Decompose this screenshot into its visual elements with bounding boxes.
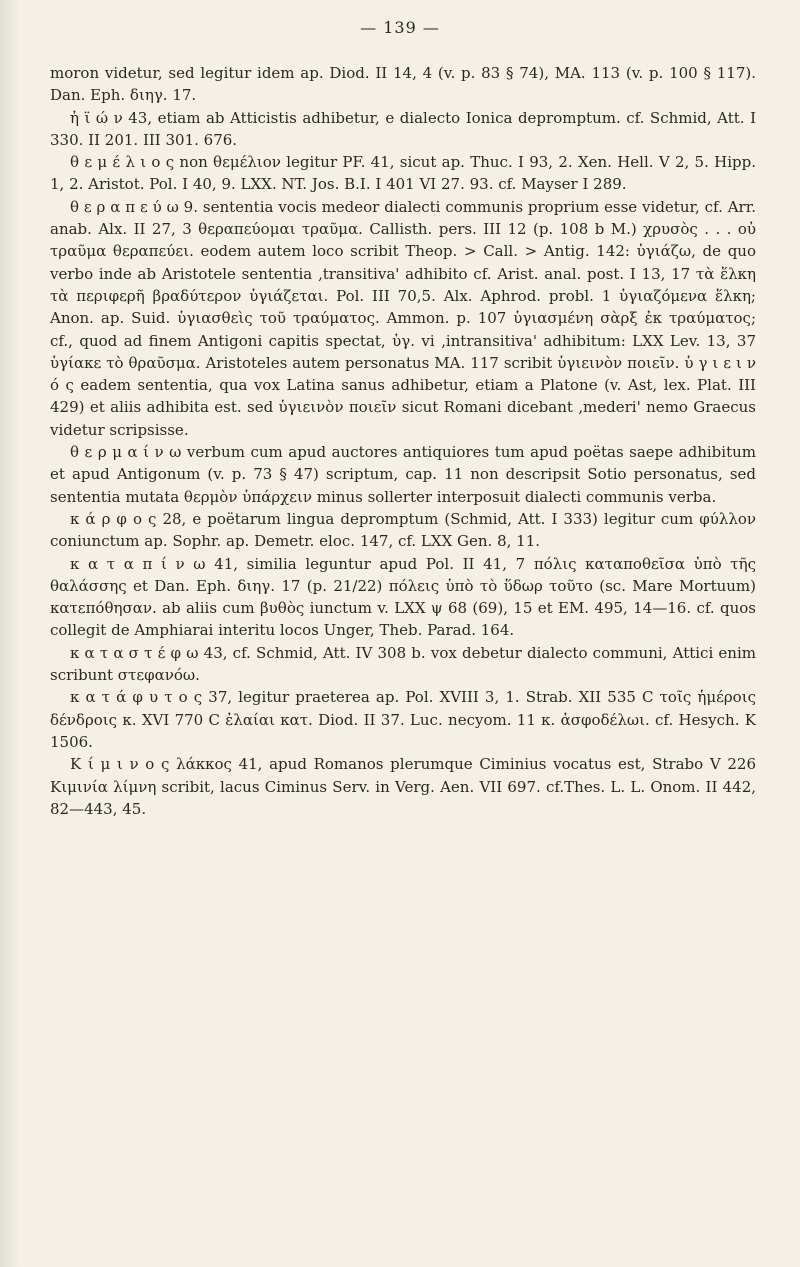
entry-themelios: θ ε μ έ λ ι ο ς non θεμέλιον legitur PF. 41, sicut ap. Thuc. I 93, 2. Xen. Hell. V 2, 5. Hipp. 1, 2. Aristot. Pol. I 40, 9. LXX. NT. Jos. B.I. I 401 VI 27. 93. cf. Mayser I 289. [50, 153, 756, 194]
entry-hion: ἡ ϊ ώ ν 43, etiam ab Atticistis adhibetur, e dialecto Ionica depromptum. cf. Schmid, Att. I 330. II 201. III 301. 676. [50, 108, 756, 149]
page-edge-shadow [0, 0, 20, 1267]
entry-kataphytos: κ α τ ά φ υ τ ο ς 37, legitur praeterea ap. Pol. XVIII 3, 1. Strab. XII 535 C τοῖς ἡμέροις δένδροις κ. XVI 770 C ἐλαίαι κατ. Diod. II 37. Luc. necyom. 11 κ. ἀσφοδέλωι. cf. Hesych. K 1506. [50, 688, 756, 751]
entry-kiminos: Κ ί μ ι ν ο ς λάκκος 41, apud Romanos plerumque Ciminius vocatus est, Strabo V 226 Κιμινία λίμνη scribit, lacus Ciminus Serv. in Verg. Aen. VII 697. cf.Thes. L. L. Onom. II 442, 82—443, 45. [50, 755, 756, 818]
entry-therapeuo: θ ε ρ α π ε ύ ω 9. sententia vocis medeor dialecti communis proprium esse videtur, cf. Arr. anab. Alx. II 27, 3 θεραπεύομαι τραῦμα. Callisth. pers. III 12 (p. 108 b M.) χρυσὸς . . . οὐ τραῦμα θεραπεύει. eodem autem loco scribit Theop. > Call. > Antig. 142: ὑγιάζω, de quo verbo inde ab Aristotele sententia ‚transitiva' adhibito cf. Arist. anal. post. I 13, 17 τὰ ἕλκη τὰ περιφερῆ βραδύτερον ὑγιάζεται. Pol. III 70,5. Alx. Aphrod. probl. 1 ὑγιαζόμενα ἕλκη; Anon. ap. Suid. ὑγιασθεὶς τοῦ τραύματος. Ammon. p. 107 ὑγιασμένη σὰρξ ἐκ τραύματος; cf., quod ad finem Antigoni capitis spectat, ὑγ. vi ‚intransitiva' adhibitum: LXX Lev. 13, 37 ὑγίακε τὸ θραῦσμα. Aristoteles autem personatus MA. 117 scribit ὑγιεινὸν ποιεῖν. ὑ γ ι ε ι ν ό ς eadem sententia, qua vox Latina sanus adhibetur, etiam a Platone (v. Ast, lex. Plat. III 429) et aliis adhibita est. sed ὑγιεινὸν ποιεῖν sicut Romani dicebant ‚mederi' nemo Graecus videtur scripsisse. [50, 197, 756, 439]
page-number: — 139 — [360, 18, 440, 37]
entry-katastepho: κ α τ α σ τ έ φ ω 43, cf. Schmid, Att. IV 308 b. vox debetur dialecto communi, Attici enim scribunt στεφανόω. [50, 643, 756, 685]
page-body [50, 62, 756, 820]
paragraph-moron: moron videtur, sed legitur idem ap. Diod. II 14, 4 (v. p. 83 § 74), MA. 113 (v. p. 100 § 117). Dan. Eph. διηγ. 17. [50, 64, 756, 105]
entry-thermaino: θ ε ρ μ α ί ν ω verbum cum apud auctores antiquiores tum apud poëtas saepe adhibitum et apud Antigonum (v. p. 73 § 47) scriptum, cap. 11 non descripsit Sotio personatus, sed sententia mutata θερμὸν ὑπάρχειν minus sollerter interposuit dialecti communis verba. [50, 443, 756, 506]
entry-karphos: κ ά ρ φ ο ς 28, e poëtarum lingua depromptum (Schmid, Att. I 333) legitur cum φύλλον coniunctum ap. Sophr. ap. Demetr. eloc. 147, cf. LXX Gen. 8, 11. [50, 509, 756, 551]
entry-katapino: κ α τ α π ί ν ω 41, similia leguntur apud Pol. II 41, 7 πόλις καταποθεῖσα ὑπὸ τῆς θαλάσσης et Dan. Eph. διηγ. 17 (p. 21/22) πόλεις ὑπὸ τὸ ὕδωρ τοῦτο (sc. Mare Mortuum) κατεπόθησαν. ab aliis cum βυθὸς iunctum v. LXX ψ 68 (69), 15 et EM. 495, 14—16. cf. quos collegit de Amphiarai interitu locos Unger, Theb. Parad. 164. [50, 554, 756, 640]
